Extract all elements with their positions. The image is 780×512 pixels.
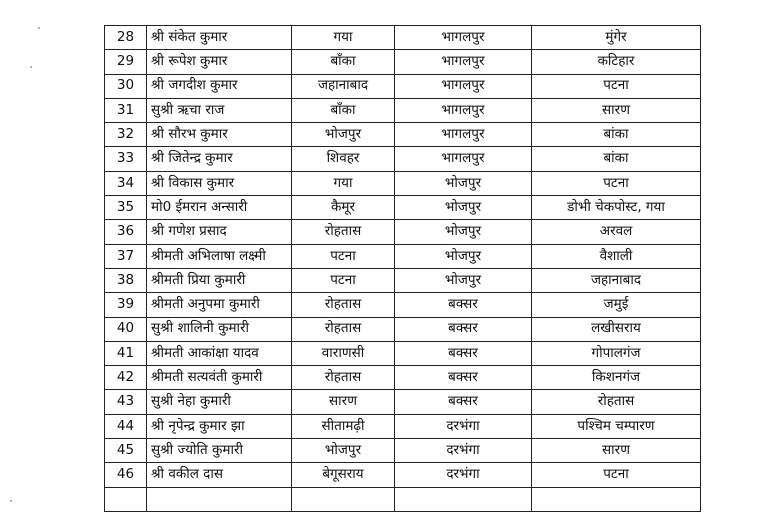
officer-name-cell: सुश्री नेहा कुमारी (147, 390, 292, 414)
new-posting-cell: बांका (532, 123, 701, 147)
table-row (105, 341, 701, 365)
serial-number-cell: 31 (105, 98, 147, 122)
cut-off-cell (292, 487, 395, 511)
current-posting-cell: भोजपुर (395, 196, 532, 220)
officer-name-cell: श्री रूपेश कुमार (147, 50, 292, 74)
officer-name-cell: श्री जगदीश कुमार (147, 74, 292, 98)
officer-name-cell: श्री गणेश प्रसाद (147, 220, 292, 244)
table-row (105, 171, 701, 195)
home-district-cell: बाँका (292, 98, 395, 122)
home-district-cell: पटना (292, 244, 395, 268)
officer-name-cell: श्री सौरभ कुमार (147, 123, 292, 147)
serial-number-cell: 39 (105, 293, 147, 317)
home-district-cell: सारण (292, 390, 395, 414)
home-district-cell: गया (292, 26, 395, 50)
serial-number-cell: 46 (105, 463, 147, 487)
home-district-cell: बाँका (292, 50, 395, 74)
table-row (105, 463, 701, 487)
table-row (105, 293, 701, 317)
new-posting-cell: किशनगंज (532, 366, 701, 390)
officer-name-cell: श्री जितेन्द्र कुमार (147, 147, 292, 171)
home-district-cell: शिवहर (292, 147, 395, 171)
new-posting-cell: जमुई (532, 293, 701, 317)
officer-name-cell: श्री नृपेन्द्र कुमार झा (147, 414, 292, 438)
home-district-cell: गया (292, 171, 395, 195)
current-posting-cell: बक्सर (395, 317, 532, 341)
table-row-cut-off (105, 487, 701, 511)
new-posting-cell: डोभी चेकपोस्ट, गया (532, 196, 701, 220)
home-district-cell: भोजपुर (292, 439, 395, 463)
home-district-cell: भोजपुर (292, 123, 395, 147)
current-posting-cell: बक्सर (395, 366, 532, 390)
home-district-cell: रोहतास (292, 293, 395, 317)
serial-number-cell: 36 (105, 220, 147, 244)
current-posting-cell: दरभंगा (395, 414, 532, 438)
officer-name-cell: श्री संकेत कुमार (147, 26, 292, 50)
home-district-cell: कैमूर (292, 196, 395, 220)
serial-number-cell: 33 (105, 147, 147, 171)
serial-number-cell: 42 (105, 366, 147, 390)
officer-name-cell: श्रीमती अभिलाषा लक्ष्मी (147, 244, 292, 268)
serial-number-cell: 40 (105, 317, 147, 341)
officer-name-cell: श्रीमती अनुपमा कुमारी (147, 293, 292, 317)
new-posting-cell: पटना (532, 463, 701, 487)
cut-off-cell (147, 487, 292, 511)
new-posting-cell: अरवल (532, 220, 701, 244)
table-row (105, 414, 701, 438)
new-posting-cell: लखीसराय (532, 317, 701, 341)
new-posting-cell: सारण (532, 98, 701, 122)
new-posting-cell: पटना (532, 171, 701, 195)
current-posting-cell: भागलपुर (395, 50, 532, 74)
serial-number-cell: 38 (105, 268, 147, 292)
current-posting-cell: भागलपुर (395, 98, 532, 122)
officer-name-cell: सुश्री ऋचा राज (147, 98, 292, 122)
serial-number-cell: 28 (105, 26, 147, 50)
table-row (105, 196, 701, 220)
serial-number-cell: 45 (105, 439, 147, 463)
table-row (105, 98, 701, 122)
table-row (105, 244, 701, 268)
table-row (105, 390, 701, 414)
serial-number-cell: 43 (105, 390, 147, 414)
table-row (105, 26, 701, 50)
table-row (105, 366, 701, 390)
new-posting-cell: पश्चिम चम्पारण (532, 414, 701, 438)
current-posting-cell: बक्सर (395, 341, 532, 365)
new-posting-cell: गोपालगंज (532, 341, 701, 365)
table-row (105, 147, 701, 171)
serial-number-cell: 35 (105, 196, 147, 220)
home-district-cell: रोहतास (292, 220, 395, 244)
table-row (105, 268, 701, 292)
table-row (105, 317, 701, 341)
scan-speck (30, 66, 32, 68)
current-posting-cell: भोजपुर (395, 220, 532, 244)
officer-name-cell: मो0 ईमरान अन्सारी (147, 196, 292, 220)
serial-number-cell: 34 (105, 171, 147, 195)
current-posting-cell: बक्सर (395, 293, 532, 317)
new-posting-cell: सारण (532, 439, 701, 463)
new-posting-cell: वैशाली (532, 244, 701, 268)
home-district-cell: बेगूसराय (292, 463, 395, 487)
current-posting-cell: भागलपुर (395, 74, 532, 98)
posting-table (104, 25, 701, 512)
current-posting-cell: भोजपुर (395, 268, 532, 292)
serial-number-cell: 44 (105, 414, 147, 438)
serial-number-cell: 41 (105, 341, 147, 365)
table-row (105, 220, 701, 244)
new-posting-cell: जहानाबाद (532, 268, 701, 292)
table-row (105, 74, 701, 98)
new-posting-cell: कटिहार (532, 50, 701, 74)
cut-off-cell (395, 487, 532, 511)
officer-name-cell: सुश्री ज्योति कुमारी (147, 439, 292, 463)
current-posting-cell: भोजपुर (395, 244, 532, 268)
current-posting-cell: भागलपुर (395, 123, 532, 147)
current-posting-cell: बक्सर (395, 390, 532, 414)
cut-off-cell (105, 487, 147, 511)
cut-off-cell (532, 487, 701, 511)
table-row (105, 50, 701, 74)
current-posting-cell: दरभंगा (395, 463, 532, 487)
home-district-cell: रोहतास (292, 317, 395, 341)
serial-number-cell: 29 (105, 50, 147, 74)
officer-name-cell: श्री वकील दास (147, 463, 292, 487)
home-district-cell: सीतामढ़ी (292, 414, 395, 438)
home-district-cell: पटना (292, 268, 395, 292)
serial-number-cell: 37 (105, 244, 147, 268)
officer-name-cell: सुश्री शालिनी कुमारी (147, 317, 292, 341)
serial-number-cell: 32 (105, 123, 147, 147)
table-row (105, 123, 701, 147)
serial-number-cell: 30 (105, 74, 147, 98)
current-posting-cell: भागलपुर (395, 147, 532, 171)
home-district-cell: रोहतास (292, 366, 395, 390)
home-district-cell: जहानाबाद (292, 74, 395, 98)
officer-name-cell: श्रीमती आकांक्षा यादव (147, 341, 292, 365)
scan-speck (10, 500, 12, 502)
current-posting-cell: भोजपुर (395, 171, 532, 195)
new-posting-cell: मुंगेर (532, 26, 701, 50)
officer-name-cell: श्री विकास कुमार (147, 171, 292, 195)
scan-speck (38, 27, 40, 29)
officer-name-cell: श्रीमती प्रिया कुमारी (147, 268, 292, 292)
table-row (105, 439, 701, 463)
current-posting-cell: भागलपुर (395, 26, 532, 50)
new-posting-cell: पटना (532, 74, 701, 98)
home-district-cell: वाराणसी (292, 341, 395, 365)
new-posting-cell: बांका (532, 147, 701, 171)
new-posting-cell: रोहतास (532, 390, 701, 414)
current-posting-cell: दरभंगा (395, 439, 532, 463)
officer-name-cell: श्रीमती सत्यवंती कुमारी (147, 366, 292, 390)
